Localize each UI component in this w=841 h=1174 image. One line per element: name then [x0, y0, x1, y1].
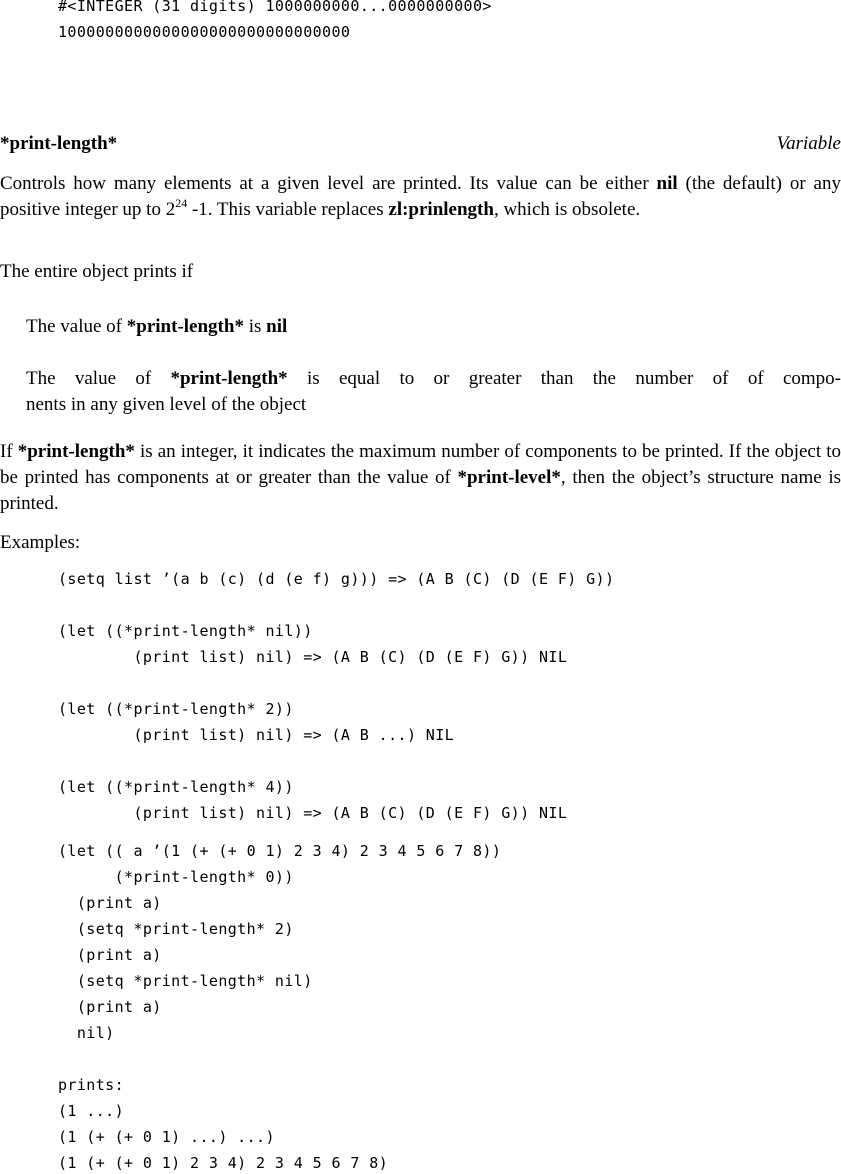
- code-line: (print a): [58, 946, 162, 964]
- code-line: (print a): [58, 894, 162, 912]
- code-line: (print list) nil) => (A B ...) NIL: [58, 726, 455, 744]
- code-line: (print list) nil) => (A B (C) (D (E F) G)) NIL: [58, 804, 568, 822]
- code-line: (1 (+ (+ 0 1) 2 3 4) 2 3 4 5 6 7 8): [58, 1154, 389, 1172]
- description-paragraph: Controls how many elements at a given level are printed. Its value can be either nil (the default) or any positive integer up to $2^{24}$ -1. This variable replaces zl:prinlength, which is obsolete.: [0, 173, 841, 220]
- code-line: nil): [58, 1024, 115, 1042]
- code-line: #<INTEGER (31 digits) 1000000000...0000000000>: [58, 0, 492, 15]
- description-paragraph: If *print-length* is an integer, it indicates the maximum number of components to be printed. If the object to be printed has components at or greater than the value of *print-level*, then the object’s structure name is printed.: [0, 441, 841, 514]
- code-line: (setq *print-length* nil): [58, 972, 313, 990]
- condition-item: The value of *print-length* is equal to or greater than the number of of compo-: [26, 368, 841, 389]
- code-line: (1 ...): [58, 1102, 125, 1120]
- code-line: (print list) nil) => (A B (C) (D (E F) G)) NIL: [58, 648, 568, 666]
- code-line: (*print-length* 0)): [58, 868, 294, 886]
- code-line: (let ((*print-length* 2)): [58, 700, 294, 718]
- condition-item-continuation: nents in any given level of the object: [26, 394, 307, 415]
- examples-label: Examples:: [0, 532, 81, 553]
- code-line: (let (( a ’(1 (+ (+ 0 1) 2 3 4) 2 3 4 5 6 7 8)): [58, 842, 502, 860]
- code-line: 1000000000000000000000000000000: [58, 23, 351, 41]
- code-line: (1 (+ (+ 0 1) ...) ...): [58, 1128, 275, 1146]
- condition-item: The value of *print-length* is nil: [26, 316, 288, 337]
- exponent: 24: [175, 196, 188, 210]
- code-line: (print a): [58, 998, 162, 1016]
- code-line: (let ((*print-length* 4)): [58, 778, 294, 796]
- code-line: (setq *print-length* 2): [58, 920, 294, 938]
- code-line: (setq list ’(a b (c) (d (e f) g))) => (A B (C) (D (E F) G)): [58, 570, 615, 588]
- entry-name: *print-length*: [0, 133, 118, 154]
- intro-line: The entire object prints if: [0, 261, 194, 282]
- code-line: (let ((*print-length* nil)): [58, 622, 313, 640]
- entry-kind: Variable: [776, 133, 841, 154]
- code-line: prints:: [58, 1076, 125, 1094]
